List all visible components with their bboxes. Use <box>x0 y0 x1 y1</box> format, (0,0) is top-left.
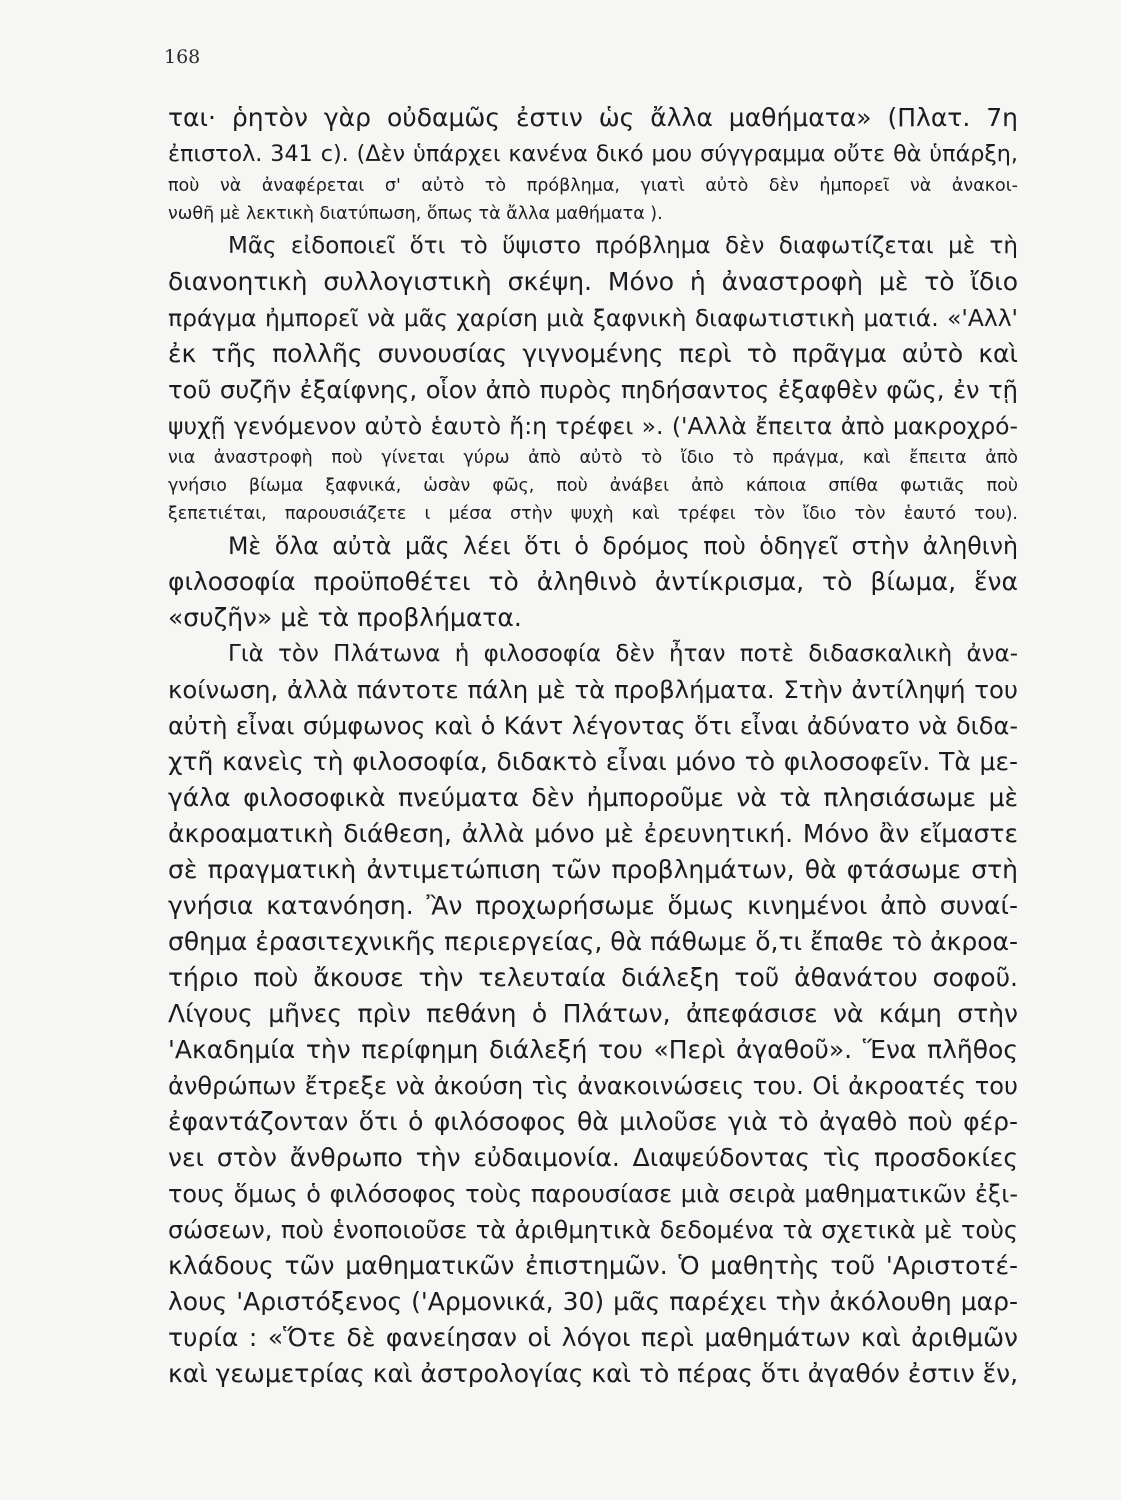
text-line: ἀκροαματικὴ διάθεση, ἀλλὰ μόνο μὲ ἐρευνητική. Μόνο ἂν εἴμαστε <box>168 819 1018 848</box>
text-line: τυρία : «Ὅτε δὲ φανείησαν οἱ λόγοι περὶ μαθημάτων καὶ ἀριθμῶν <box>168 1323 1018 1352</box>
text-line: διανοητικὴ συλλογιστικὴ σκέψη. Μόνο ἡ ἀναστροφὴ μὲ τὸ ἴδιο <box>168 267 1018 296</box>
text-line: «συζῆν» μὲ τὰ προβλήματα. <box>168 603 522 632</box>
text-line: φιλοσοφία προϋποθέτει τὸ ἀληθινὸ ἀντίκρισμα, τὸ βίωμα, ἕνα <box>168 567 1018 596</box>
text-line: ἐφαντάζονταν ὅτι ὁ φιλόσοφος θὰ μιλοῦσε γιὰ τὸ ἀγαθὸ ποὺ φέρ- <box>168 1107 1018 1136</box>
text-line: ψυχῇ γενόμενον αὐτὸ ἑαυτὸ ἤ:η τρέφει ». ('Αλλὰ ἔπειτα ἀπὸ μακροχρό- <box>168 412 1018 440</box>
text-line: Γιὰ τὸν Πλάτωνα ἡ φιλοσοφία δὲν ἦταν ποτὲ διδασκαλικὴ ἀνα- <box>228 641 1018 667</box>
text-line: κλάδους τῶν μαθηματικῶν ἐπιστημῶν. Ὁ μαθητὴς τοῦ 'Αριστοτέ- <box>168 1251 1018 1280</box>
text-line: τήριο ποὺ ἄκουσε τὴν τελευταία διάλεξη τοῦ ἀθανάτου σοφοῦ. <box>168 963 1018 992</box>
text-line: τους ὅμως ὁ φιλόσοφος τοὺς παρουσίασε μιὰ σειρὰ μαθηματικῶν ἐξι- <box>168 1180 1018 1208</box>
text-line: ἀνθρώπων ἔτρεξε νὰ ἀκούση τὶς ἀνακοινώσεις του. Οἱ ἀκροατές του <box>168 1072 1018 1100</box>
text-line: χτῆ κανεὶς τὴ φιλοσοφία, διδακτὸ εἶναι μόνο τὸ φιλοσοφεῖν. Τὰ με- <box>168 747 1018 776</box>
text-line: αὐτὴ εἶναι σύμφωνος καὶ ὁ Κάντ λέγοντας ὅτι εἶναι ἀδύνατο νὰ διδα- <box>168 712 1018 740</box>
text-line: σθημα ἐρασιτεχνικῆς περιεργείας, θὰ πάθωμε ὅ,τι ἔπαθε τὸ ἀκροα- <box>168 927 1018 956</box>
text-line: καὶ γεωμετρίας καὶ ἀστρολογίας καὶ τὸ πέρας ὅτι ἀγαθόν ἐστιν ἕν, <box>168 1359 1019 1388</box>
text-line: νια ἀναστροφὴ ποὺ γίνεται γύρω ἀπὸ αὐτὸ τὸ ἴδιο τὸ πράγμα, καὶ ἔπειτα ἀπὸ <box>168 448 1018 468</box>
text-line: νωθῆ μὲ λεκτικὴ διατύπωση, ὅπως τὰ ἄλλα μαθήματα ). <box>168 204 663 224</box>
text-line: σὲ πραγματικὴ ἀντιμετώπιση τῶν προβλημάτων, θὰ φτάσωμε στὴ <box>168 855 1018 884</box>
text-line: ἐπιστολ. 341 c). (Δὲν ὑπάρχει κανένα δικό μου σύγγραμμα οὔτε θὰ ὑπάρξη, <box>168 141 1018 167</box>
text-line: πράγμα ἠμπορεῖ νὰ μᾶς χαρίση μιὰ ξαφνικὴ διαφωτιστικὴ ματιά. «'Αλλ' <box>168 304 1018 332</box>
text-line: γάλα φιλοσοφικὰ πνεύματα δὲν ἠμποροῦμε νὰ τὰ πλησιάσωμε μὲ <box>168 783 1018 812</box>
text-line: κοίνωση, ἀλλὰ πάντοτε πάλη μὲ τὰ προβλήματα. Στὴν ἀντίληψή του <box>168 675 1018 704</box>
text-line: τοῦ συζῆν ἐξαίφνης, οἷον ἀπὸ πυρὸς πηδήσαντος ἐξαφθὲν φῶς, ἐν τῇ <box>168 376 1018 404</box>
text-line: νει στὸν ἄνθρωπο τὴν εὐδαιμονία. Διαψεύδοντας τὶς προσδοκίες <box>168 1143 1018 1172</box>
text-line: λους 'Αριστόξενος ('Αρμονικά, 30) μᾶς παρέχει τὴν ἀκόλουθη μαρ- <box>168 1287 1018 1316</box>
text-line: Λίγους μῆνες πρὶν πεθάνη ὁ Πλάτων, ἀπεφάσισε νὰ κάμη στὴν <box>168 999 1018 1028</box>
text-line: ποὺ νὰ ἀναφέρεται σ' αὐτὸ τὸ πρόβλημα, γιατὶ αὐτὸ δὲν ἠμπορεῖ νὰ ἀνακοι- <box>168 176 1018 196</box>
page-number: 168 <box>164 46 201 68</box>
text-line: ξεπετιέται, παρουσιάζετε ι μέσα στὴν ψυχὴ καὶ τρέφει τὸν ἴδιο τὸν ἑαυτό του). <box>168 504 1018 524</box>
text-line: σώσεων, ποὺ ἑνοποιοῦσε τὰ ἀριθμητικὰ δεδομένα τὰ σχετικὰ μὲ τοὺς <box>168 1216 1018 1244</box>
text-line: ἐκ τῆς πολλῆς συνουσίας γιγνομένης περὶ τὸ πρᾶγμα αὐτὸ καὶ <box>168 339 1018 368</box>
text-line: 'Ακαδημία τὴν περίφημη διάλεξή του «Περὶ ἀγαθοῦ». Ἕνα πλῆθος <box>168 1035 1018 1064</box>
body-text <box>168 100 1018 1392</box>
text-line: Μᾶς εἰδοποιεῖ ὅτι τὸ ὕψιστο πρόβλημα δὲν διαφωτίζεται μὲ τὴ <box>228 233 1018 259</box>
text-line: ται· ῥητὸν γὰρ οὐδαμῶς ἐστιν ὡς ἄλλα μαθήματα» (Πλατ. 7η <box>168 103 1018 132</box>
text-line: γνήσια κατανόηση. Ἂν προχωρήσωμε ὅμως κινημένοι ἀπὸ συναί- <box>168 891 1018 920</box>
text-line: Μὲ ὅλα αὐτὰ μᾶς λέει ὅτι ὁ δρόμος ποὺ ὁδηγεῖ στὴν ἀληθινὴ <box>228 532 1018 560</box>
text-line: γνήσιο βίωμα ξαφνικά, ὡσὰν φῶς, ποὺ ἀνάβει ἀπὸ κάποια σπίθα φωτιᾶς ποὺ <box>168 476 1018 496</box>
